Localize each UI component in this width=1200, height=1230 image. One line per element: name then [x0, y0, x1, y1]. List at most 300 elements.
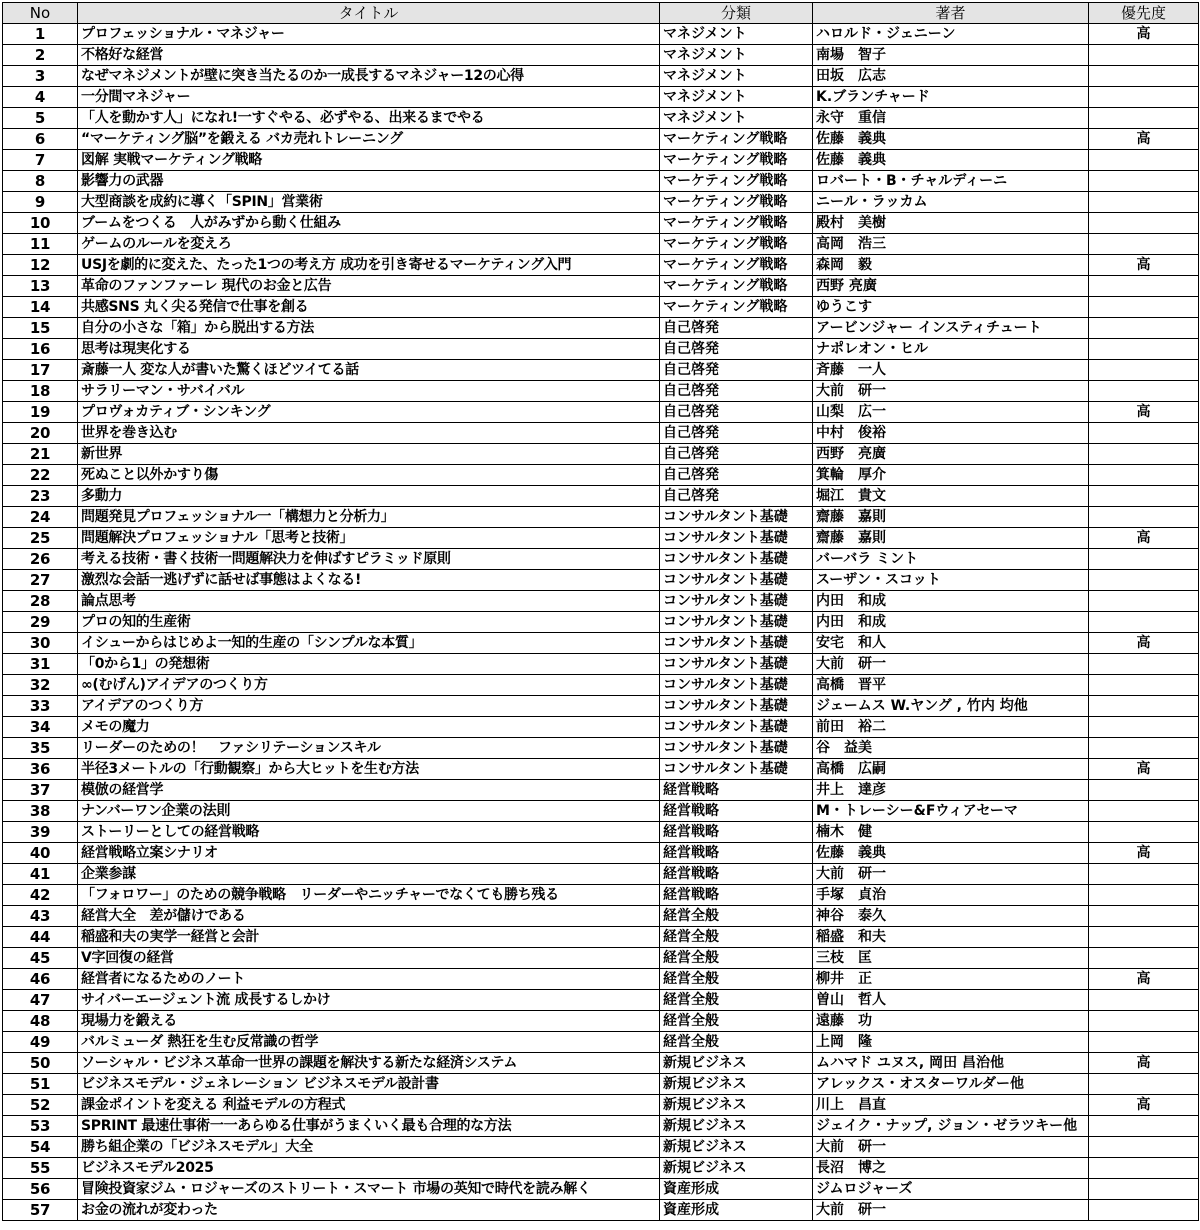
cell-category[interactable]: コンサルタント基礎 — [660, 528, 813, 549]
cell-no[interactable]: 51 — [3, 1074, 78, 1095]
cell-category[interactable]: 新規ビジネス — [660, 1074, 813, 1095]
cell-priority[interactable] — [1089, 87, 1199, 108]
cell-title[interactable]: サラリーマン・サバイバル — [78, 381, 660, 402]
cell-title[interactable]: 不格好な経営 — [78, 45, 660, 66]
cell-priority[interactable] — [1089, 780, 1199, 801]
cell-category[interactable]: 自己啓発 — [660, 339, 813, 360]
cell-title[interactable]: なぜマネジメントが壁に突き当たるのか一成長するマネジャー12の心得 — [78, 66, 660, 87]
cell-priority[interactable] — [1089, 108, 1199, 129]
cell-title[interactable]: プロフェッショナル・マネジャー — [78, 24, 660, 45]
cell-author[interactable]: M・トレーシー&Fウィアセーマ — [813, 801, 1089, 822]
cell-author[interactable]: 柳井 正 — [813, 969, 1089, 990]
table-row — [3, 444, 1199, 465]
cell-category[interactable]: 経営戦略 — [660, 843, 813, 864]
cell-category[interactable]: 新規ビジネス — [660, 1053, 813, 1074]
cell-author[interactable]: 神谷 泰久 — [813, 906, 1089, 927]
cell-category[interactable]: 資産形成 — [660, 1179, 813, 1200]
cell-no[interactable]: 1 — [3, 24, 78, 45]
cell-title[interactable]: 考える技術・書く技術一問題解決力を伸ばすピラミッド原則 — [78, 549, 660, 570]
cell-category[interactable]: マネジメント — [660, 108, 813, 129]
table-row — [3, 633, 1199, 654]
cell-no[interactable]: 44 — [3, 927, 78, 948]
cell-priority[interactable] — [1089, 486, 1199, 507]
cell-no[interactable]: 2 — [3, 45, 78, 66]
table-row — [3, 969, 1199, 990]
cell-title[interactable]: お金の流れが変わった — [78, 1200, 660, 1221]
cell-no[interactable]: 19 — [3, 402, 78, 423]
cell-no[interactable]: 39 — [3, 822, 78, 843]
cell-title[interactable]: 勝ち組企業の「ビジネスモデル」大全 — [78, 1137, 660, 1158]
cell-title[interactable]: 革命のファンファーレ 現代のお金と広告 — [78, 276, 660, 297]
cell-category[interactable]: マーケティング戦略 — [660, 192, 813, 213]
cell-title[interactable]: 問題発見プロフェッショナル一「構想力と分析力」 — [78, 507, 660, 528]
cell-priority[interactable]: 高 — [1089, 843, 1199, 864]
cell-priority[interactable] — [1089, 192, 1199, 213]
cell-author[interactable]: 川上 昌直 — [813, 1095, 1089, 1116]
cell-no[interactable]: 41 — [3, 864, 78, 885]
cell-author[interactable]: 高岡 浩三 — [813, 234, 1089, 255]
cell-category[interactable]: コンサルタント基礎 — [660, 759, 813, 780]
cell-priority[interactable]: 高 — [1089, 129, 1199, 150]
cell-priority[interactable] — [1089, 654, 1199, 675]
cell-author[interactable]: 谷 益美 — [813, 738, 1089, 759]
cell-priority[interactable]: 高 — [1089, 402, 1199, 423]
table-row — [3, 381, 1199, 402]
cell-priority[interactable] — [1089, 150, 1199, 171]
cell-author[interactable]: 三枝 匡 — [813, 948, 1089, 969]
cell-priority[interactable] — [1089, 1116, 1199, 1137]
cell-author[interactable]: 山梨 広一 — [813, 402, 1089, 423]
cell-category[interactable]: コンサルタント基礎 — [660, 591, 813, 612]
cell-title[interactable]: 図解 実戦マーケティング戦略 — [78, 150, 660, 171]
cell-no[interactable]: 36 — [3, 759, 78, 780]
cell-author[interactable]: 田坂 広志 — [813, 66, 1089, 87]
cell-no[interactable]: 52 — [3, 1095, 78, 1116]
cell-priority[interactable] — [1089, 948, 1199, 969]
cell-title[interactable]: イシューからはじめよ一知的生産の「シンプルな本質」 — [78, 633, 660, 654]
cell-title[interactable]: 思考は現実化する — [78, 339, 660, 360]
cell-author[interactable]: 大前 研一 — [813, 1137, 1089, 1158]
cell-priority[interactable] — [1089, 738, 1199, 759]
cell-category[interactable]: 経営全般 — [660, 1011, 813, 1032]
cell-category[interactable]: 自己啓発 — [660, 318, 813, 339]
cell-category[interactable]: 自己啓発 — [660, 444, 813, 465]
cell-priority[interactable] — [1089, 549, 1199, 570]
table-row — [3, 1053, 1199, 1074]
cell-no[interactable]: 48 — [3, 1011, 78, 1032]
cell-category[interactable]: 自己啓発 — [660, 486, 813, 507]
cell-title[interactable]: 「人を動かす人」になれ!一すぐやる、必ずやる、出来るまでやる — [78, 108, 660, 129]
cell-priority[interactable] — [1089, 171, 1199, 192]
cell-no[interactable]: 12 — [3, 255, 78, 276]
cell-category[interactable]: 経営戦略 — [660, 885, 813, 906]
cell-author[interactable]: 高橋 広嗣 — [813, 759, 1089, 780]
cell-no[interactable]: 26 — [3, 549, 78, 570]
cell-title[interactable]: 模倣の経営学 — [78, 780, 660, 801]
cell-priority[interactable] — [1089, 276, 1199, 297]
cell-author[interactable]: ムハマド ユヌス, 岡田 昌治他 — [813, 1053, 1089, 1074]
cell-category[interactable]: コンサルタント基礎 — [660, 675, 813, 696]
cell-no[interactable]: 6 — [3, 129, 78, 150]
cell-category[interactable]: マーケティング戦略 — [660, 234, 813, 255]
cell-no[interactable]: 34 — [3, 717, 78, 738]
cell-priority[interactable] — [1089, 1137, 1199, 1158]
cell-title[interactable]: 自分の小さな「箱」から脱出する方法 — [78, 318, 660, 339]
cell-author[interactable]: 前田 裕二 — [813, 717, 1089, 738]
cell-priority[interactable] — [1089, 906, 1199, 927]
cell-no[interactable]: 53 — [3, 1116, 78, 1137]
cell-author[interactable]: 佐藤 義典 — [813, 843, 1089, 864]
cell-title[interactable]: ブームをつくる 人がみずから動く仕組み — [78, 213, 660, 234]
cell-no[interactable]: 45 — [3, 948, 78, 969]
cell-author[interactable]: 南場 智子 — [813, 45, 1089, 66]
cell-title[interactable]: 激烈な会話一逃げずに話せば事態はよくなる! — [78, 570, 660, 591]
cell-category[interactable]: 経営戦略 — [660, 864, 813, 885]
cell-priority[interactable] — [1089, 612, 1199, 633]
cell-title[interactable]: 死ぬこと以外かすり傷 — [78, 465, 660, 486]
cell-category[interactable]: 経営全般 — [660, 927, 813, 948]
cell-title[interactable]: リーダーのための！ ファシリテーションスキル — [78, 738, 660, 759]
cell-author[interactable]: 高橋 晋平 — [813, 675, 1089, 696]
header-author[interactable]: 著者 — [813, 3, 1089, 24]
cell-title[interactable]: USJを劇的に変えた、たった1つの考え方 成功を引き寄せるマーケティング入門 — [78, 255, 660, 276]
header-no[interactable]: No — [3, 3, 78, 24]
table-row — [3, 801, 1199, 822]
cell-no[interactable]: 57 — [3, 1200, 78, 1221]
cell-author[interactable]: 斉藤 一人 — [813, 360, 1089, 381]
cell-author[interactable]: 上岡 隆 — [813, 1032, 1089, 1053]
cell-no[interactable]: 9 — [3, 192, 78, 213]
cell-no[interactable]: 50 — [3, 1053, 78, 1074]
cell-author[interactable]: ナポレオン・ヒル — [813, 339, 1089, 360]
cell-author[interactable]: K.ブランチャード — [813, 87, 1089, 108]
cell-category[interactable]: マーケティング戦略 — [660, 129, 813, 150]
cell-category[interactable]: 資産形成 — [660, 1200, 813, 1221]
cell-title[interactable]: 現場力を鍛える — [78, 1011, 660, 1032]
cell-author[interactable]: アービンジャー インスティチュート — [813, 318, 1089, 339]
cell-no[interactable]: 42 — [3, 885, 78, 906]
cell-title[interactable]: 半径3メートルの「行動観察」から大ヒットを生む方法 — [78, 759, 660, 780]
cell-priority[interactable] — [1089, 675, 1199, 696]
cell-author[interactable]: 内田 和成 — [813, 591, 1089, 612]
cell-category[interactable]: 経営全般 — [660, 969, 813, 990]
cell-category[interactable]: 新規ビジネス — [660, 1095, 813, 1116]
cell-title[interactable]: 経営大全 差が儲けである — [78, 906, 660, 927]
cell-no[interactable]: 20 — [3, 423, 78, 444]
cell-no[interactable]: 7 — [3, 150, 78, 171]
cell-category[interactable]: コンサルタント基礎 — [660, 654, 813, 675]
cell-priority[interactable] — [1089, 297, 1199, 318]
cell-category[interactable]: 経営戦略 — [660, 822, 813, 843]
cell-author[interactable]: 佐藤 義典 — [813, 129, 1089, 150]
cell-priority[interactable] — [1089, 717, 1199, 738]
cell-category[interactable]: マーケティング戦略 — [660, 255, 813, 276]
cell-priority[interactable] — [1089, 423, 1199, 444]
cell-category[interactable]: 経営全般 — [660, 1032, 813, 1053]
cell-title[interactable]: ストーリーとしての経営戦略 — [78, 822, 660, 843]
cell-no[interactable]: 13 — [3, 276, 78, 297]
cell-priority[interactable] — [1089, 360, 1199, 381]
cell-priority[interactable] — [1089, 1074, 1199, 1095]
cell-no[interactable]: 55 — [3, 1158, 78, 1179]
cell-no[interactable]: 8 — [3, 171, 78, 192]
cell-title[interactable]: ビジネスモデル2025 — [78, 1158, 660, 1179]
cell-author[interactable]: 齋藤 嘉則 — [813, 528, 1089, 549]
cell-category[interactable]: 経営戦略 — [660, 780, 813, 801]
cell-priority[interactable] — [1089, 45, 1199, 66]
cell-category[interactable]: マーケティング戦略 — [660, 276, 813, 297]
table-row — [3, 528, 1199, 549]
cell-category[interactable]: 経営全般 — [660, 948, 813, 969]
cell-title[interactable]: 企業参謀 — [78, 864, 660, 885]
cell-no[interactable]: 15 — [3, 318, 78, 339]
cell-author[interactable]: ジェイク・ナップ, ジョン・ゼラツキー他 — [813, 1116, 1089, 1137]
cell-author[interactable]: 堀江 貴文 — [813, 486, 1089, 507]
cell-author[interactable]: 内田 和成 — [813, 612, 1089, 633]
cell-no[interactable]: 28 — [3, 591, 78, 612]
cell-title[interactable]: プロの知的生産術 — [78, 612, 660, 633]
cell-no[interactable]: 43 — [3, 906, 78, 927]
cell-category[interactable]: マネジメント — [660, 24, 813, 45]
cell-author[interactable]: 大前 研一 — [813, 864, 1089, 885]
cell-no[interactable]: 4 — [3, 87, 78, 108]
cell-no[interactable]: 17 — [3, 360, 78, 381]
cell-title[interactable]: 共感SNS 丸く尖る発信で仕事を創る — [78, 297, 660, 318]
cell-author[interactable]: ジムロジャーズ — [813, 1179, 1089, 1200]
cell-author[interactable]: バーバラ ミント — [813, 549, 1089, 570]
cell-priority[interactable] — [1089, 318, 1199, 339]
cell-no[interactable]: 38 — [3, 801, 78, 822]
cell-priority[interactable] — [1089, 1179, 1199, 1200]
cell-no[interactable]: 35 — [3, 738, 78, 759]
cell-author[interactable]: 長沼 博之 — [813, 1158, 1089, 1179]
cell-priority[interactable]: 高 — [1089, 759, 1199, 780]
cell-category[interactable]: マーケティング戦略 — [660, 213, 813, 234]
cell-author[interactable]: ジェームス W.ヤング , 竹内 均他 — [813, 696, 1089, 717]
cell-category[interactable]: マーケティング戦略 — [660, 171, 813, 192]
cell-author[interactable]: 西野 亮廣 — [813, 444, 1089, 465]
cell-title[interactable]: ゲームのルールを変えろ — [78, 234, 660, 255]
cell-title[interactable]: メモの魔力 — [78, 717, 660, 738]
cell-category[interactable]: 経営戦略 — [660, 801, 813, 822]
cell-title[interactable]: 斎藤一人 変な人が書いた驚くほどツイてる話 — [78, 360, 660, 381]
cell-priority[interactable] — [1089, 696, 1199, 717]
cell-priority[interactable]: 高 — [1089, 1095, 1199, 1116]
cell-category[interactable]: 自己啓発 — [660, 381, 813, 402]
cell-category[interactable]: マネジメント — [660, 87, 813, 108]
cell-author[interactable]: 大前 研一 — [813, 381, 1089, 402]
cell-category[interactable]: 経営全般 — [660, 906, 813, 927]
cell-title[interactable]: サイバーエージェント流 成長するしかけ — [78, 990, 660, 1011]
cell-author[interactable]: 手塚 貞治 — [813, 885, 1089, 906]
cell-author[interactable]: 大前 研一 — [813, 654, 1089, 675]
cell-author[interactable]: 大前 研一 — [813, 1200, 1089, 1221]
cell-title[interactable]: 経営戦略立案シナリオ — [78, 843, 660, 864]
cell-category[interactable]: マネジメント — [660, 66, 813, 87]
cell-priority[interactable] — [1089, 864, 1199, 885]
cell-no[interactable]: 54 — [3, 1137, 78, 1158]
cell-priority[interactable] — [1089, 1200, 1199, 1221]
cell-no[interactable]: 33 — [3, 696, 78, 717]
cell-no[interactable]: 21 — [3, 444, 78, 465]
cell-title[interactable]: 一分間マネジャー — [78, 87, 660, 108]
cell-no[interactable]: 3 — [3, 66, 78, 87]
cell-author[interactable]: ロバート・B・チャルディーニ — [813, 171, 1089, 192]
table-row — [3, 1095, 1199, 1116]
cell-priority[interactable] — [1089, 1158, 1199, 1179]
cell-priority[interactable]: 高 — [1089, 255, 1199, 276]
cell-category[interactable]: マーケティング戦略 — [660, 150, 813, 171]
cell-priority[interactable] — [1089, 885, 1199, 906]
cell-title[interactable]: ソーシャル・ビジネス革命一世界の課題を解決する新たな経済システム — [78, 1053, 660, 1074]
cell-category[interactable]: コンサルタント基礎 — [660, 633, 813, 654]
cell-title[interactable]: 課金ポイントを変える 利益モデルの方程式 — [78, 1095, 660, 1116]
cell-priority[interactable] — [1089, 822, 1199, 843]
cell-author[interactable]: 佐藤 義典 — [813, 150, 1089, 171]
cell-title[interactable]: 世界を巻き込む — [78, 423, 660, 444]
cell-author[interactable]: 楠木 健 — [813, 822, 1089, 843]
cell-title[interactable]: バルミューダ 熱狂を生む反常識の哲学 — [78, 1032, 660, 1053]
cell-priority[interactable] — [1089, 234, 1199, 255]
cell-priority[interactable] — [1089, 801, 1199, 822]
table-row — [3, 1200, 1199, 1221]
cell-category[interactable]: コンサルタント基礎 — [660, 507, 813, 528]
cell-priority[interactable]: 高 — [1089, 528, 1199, 549]
cell-no[interactable]: 37 — [3, 780, 78, 801]
cell-author[interactable]: アレックス・オスターワルダー他 — [813, 1074, 1089, 1095]
cell-title[interactable]: 稲盛和夫の実学一経営と会計 — [78, 927, 660, 948]
cell-category[interactable]: 新規ビジネス — [660, 1137, 813, 1158]
cell-category[interactable]: 自己啓発 — [660, 360, 813, 381]
cell-author[interactable]: 箕輪 厚介 — [813, 465, 1089, 486]
cell-title[interactable]: ビジネスモデル・ジェネレーション ビジネスモデル設計書 — [78, 1074, 660, 1095]
cell-title[interactable]: SPRINT 最速仕事術一一あらゆる仕事がうまくいく最も合理的な方法 — [78, 1116, 660, 1137]
cell-no[interactable]: 18 — [3, 381, 78, 402]
cell-title[interactable]: 冒険投資家ジム・ロジャーズのストリート・スマート 市場の英知で時代を読み解く — [78, 1179, 660, 1200]
cell-title[interactable]: 経営者になるためのノート — [78, 969, 660, 990]
cell-title[interactable]: ナンバーワン企業の法則 — [78, 801, 660, 822]
cell-no[interactable]: 31 — [3, 654, 78, 675]
cell-no[interactable]: 24 — [3, 507, 78, 528]
cell-title[interactable]: ∞(むげん)アイデアのつくり方 — [78, 675, 660, 696]
cell-author[interactable]: ハロルド・ジェニーン — [813, 24, 1089, 45]
cell-author[interactable]: 稲盛 和夫 — [813, 927, 1089, 948]
cell-priority[interactable] — [1089, 444, 1199, 465]
cell-category[interactable]: コンサルタント基礎 — [660, 570, 813, 591]
cell-no[interactable]: 25 — [3, 528, 78, 549]
cell-no[interactable]: 32 — [3, 675, 78, 696]
cell-author[interactable]: 井上 達彦 — [813, 780, 1089, 801]
cell-title[interactable]: アイデアのつくり方 — [78, 696, 660, 717]
cell-no[interactable]: 30 — [3, 633, 78, 654]
cell-author[interactable]: ゆうこす — [813, 297, 1089, 318]
cell-category[interactable]: 経営全般 — [660, 990, 813, 1011]
cell-author[interactable]: ニール・ラッカム — [813, 192, 1089, 213]
cell-title[interactable]: プロヴォカティブ・シンキング — [78, 402, 660, 423]
cell-author[interactable]: 殿村 美樹 — [813, 213, 1089, 234]
cell-priority[interactable] — [1089, 507, 1199, 528]
cell-priority[interactable]: 高 — [1089, 24, 1199, 45]
cell-author[interactable]: スーザン・スコット — [813, 570, 1089, 591]
cell-no[interactable]: 27 — [3, 570, 78, 591]
cell-category[interactable]: 新規ビジネス — [660, 1116, 813, 1137]
cell-no[interactable]: 22 — [3, 465, 78, 486]
cell-title[interactable]: 「0から1」の発想術 — [78, 654, 660, 675]
cell-category[interactable]: 自己啓発 — [660, 423, 813, 444]
cell-title[interactable]: “マーケティング脳”を鍛える バカ売れトレーニング — [78, 129, 660, 150]
cell-no[interactable]: 49 — [3, 1032, 78, 1053]
cell-no[interactable]: 40 — [3, 843, 78, 864]
cell-priority[interactable] — [1089, 1011, 1199, 1032]
cell-no[interactable]: 29 — [3, 612, 78, 633]
cell-priority[interactable] — [1089, 1032, 1199, 1053]
cell-priority[interactable] — [1089, 213, 1199, 234]
cell-author[interactable]: 安宅 和人 — [813, 633, 1089, 654]
cell-category[interactable]: 新規ビジネス — [660, 1158, 813, 1179]
cell-author[interactable]: 中村 俊裕 — [813, 423, 1089, 444]
cell-priority[interactable]: 高 — [1089, 969, 1199, 990]
cell-title[interactable]: 新世界 — [78, 444, 660, 465]
cell-category[interactable]: マーケティング戦略 — [660, 297, 813, 318]
cell-priority[interactable]: 高 — [1089, 633, 1199, 654]
header-title[interactable]: タイトル — [78, 3, 660, 24]
cell-no[interactable]: 23 — [3, 486, 78, 507]
cell-author[interactable]: 齋藤 嘉則 — [813, 507, 1089, 528]
header-priority[interactable]: 優先度 — [1089, 3, 1199, 24]
cell-author[interactable]: 永守 重信 — [813, 108, 1089, 129]
cell-title[interactable]: 多動力 — [78, 486, 660, 507]
cell-category[interactable]: コンサルタント基礎 — [660, 696, 813, 717]
cell-category[interactable]: 自己啓発 — [660, 465, 813, 486]
cell-no[interactable]: 16 — [3, 339, 78, 360]
cell-priority[interactable]: 高 — [1089, 1053, 1199, 1074]
cell-title[interactable]: 大型商談を成約に導く「SPIN」営業術 — [78, 192, 660, 213]
cell-category[interactable]: マネジメント — [660, 45, 813, 66]
cell-no[interactable]: 10 — [3, 213, 78, 234]
cell-priority[interactable] — [1089, 927, 1199, 948]
cell-title[interactable]: V字回復の経営 — [78, 948, 660, 969]
cell-author[interactable]: 遠藤 功 — [813, 1011, 1089, 1032]
cell-title[interactable]: 論点思考 — [78, 591, 660, 612]
cell-no[interactable]: 46 — [3, 969, 78, 990]
cell-category[interactable]: コンサルタント基礎 — [660, 717, 813, 738]
cell-no[interactable]: 5 — [3, 108, 78, 129]
cell-priority[interactable] — [1089, 381, 1199, 402]
cell-category[interactable]: 自己啓発 — [660, 402, 813, 423]
cell-no[interactable]: 14 — [3, 297, 78, 318]
table-row — [3, 948, 1199, 969]
cell-priority[interactable] — [1089, 570, 1199, 591]
cell-priority[interactable] — [1089, 990, 1199, 1011]
cell-no[interactable]: 47 — [3, 990, 78, 1011]
cell-title[interactable]: 影響力の武器 — [78, 171, 660, 192]
cell-priority[interactable] — [1089, 591, 1199, 612]
cell-author[interactable]: 西野 亮廣 — [813, 276, 1089, 297]
cell-author[interactable]: 曽山 哲人 — [813, 990, 1089, 1011]
cell-no[interactable]: 11 — [3, 234, 78, 255]
cell-priority[interactable] — [1089, 66, 1199, 87]
cell-priority[interactable] — [1089, 339, 1199, 360]
cell-title[interactable]: 「フォロワー」のための競争戦略 リーダーやニッチャーでなくても勝ち残る — [78, 885, 660, 906]
cell-category[interactable]: コンサルタント基礎 — [660, 738, 813, 759]
cell-category[interactable]: コンサルタント基礎 — [660, 612, 813, 633]
header-category[interactable]: 分類 — [660, 3, 813, 24]
cell-priority[interactable] — [1089, 465, 1199, 486]
cell-no[interactable]: 56 — [3, 1179, 78, 1200]
cell-category[interactable]: コンサルタント基礎 — [660, 549, 813, 570]
cell-author[interactable]: 森岡 毅 — [813, 255, 1089, 276]
cell-title[interactable]: 問題解決プロフェッショナル「思考と技術」 — [78, 528, 660, 549]
